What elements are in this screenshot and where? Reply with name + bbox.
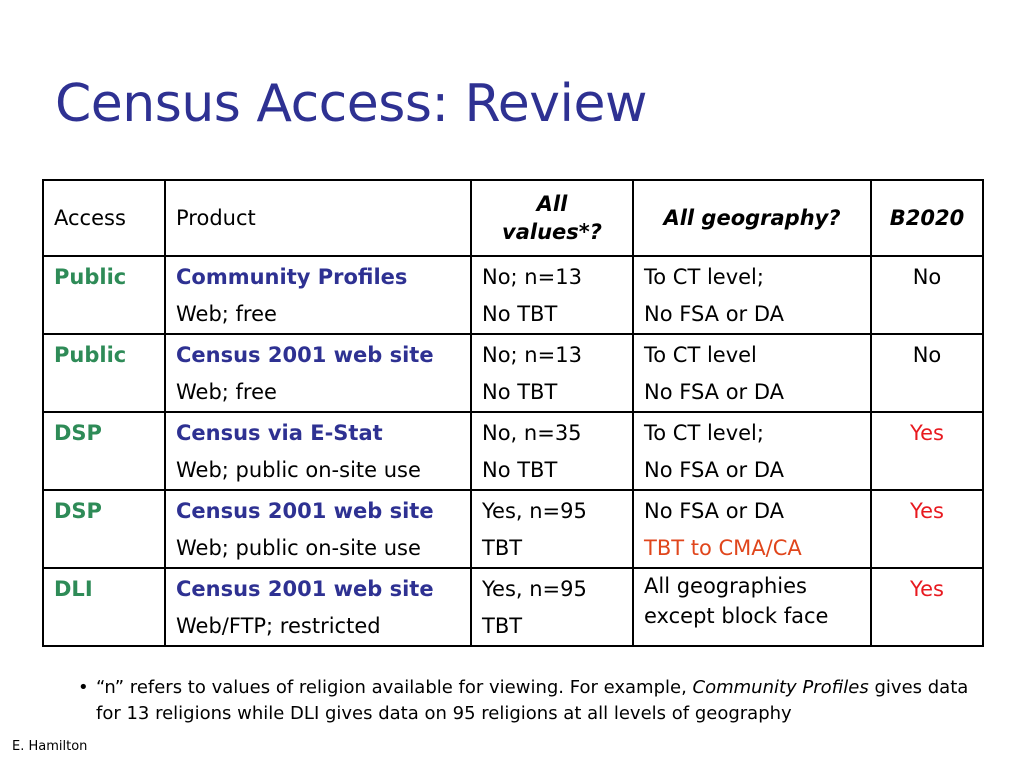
geo-line2: TBT to CMA/CA [644,536,802,560]
cell-b2020: Yes [871,490,983,568]
footnote-bullet: • [78,677,89,698]
values-line1: Yes, n=95 [482,499,587,523]
cell-product [165,490,471,568]
cell-all-values [471,334,633,412]
values-line1: Yes, n=95 [482,577,587,601]
product-sub: Web/FTP; restricted [176,614,381,638]
table-row [43,334,983,412]
cell-all-geography [633,334,871,412]
geo-line2: except block face [644,604,829,628]
table-row [43,256,983,334]
cell-all-geography [633,568,871,646]
product-name: Census 2001 web site [176,343,434,367]
footnote-text [96,675,978,727]
author-credit: E. Hamilton [12,739,88,754]
values-line1: No; n=13 [482,343,582,367]
values-line1: No; n=13 [482,265,582,289]
product-sub: Web; public on-site use [176,458,421,482]
geo-line2: No FSA or DA [644,302,785,326]
product-sub: Web; free [176,380,277,404]
cell-product [165,256,471,334]
product-sub: Web; free [176,302,277,326]
cell-access: DSP [43,412,165,490]
cell-b2020: Yes [871,412,983,490]
cell-access: DSP [43,490,165,568]
cell-b2020: No [871,334,983,412]
cell-all-values [471,256,633,334]
geo-line2: No FSA or DA [644,380,785,404]
cell-access: DLI [43,568,165,646]
cell-all-values [471,568,633,646]
product-name: Census via E-Stat [176,421,383,445]
cell-all-geography [633,490,871,568]
table-row [43,490,983,568]
product-name: Community Profiles [176,265,408,289]
cell-all-geography [633,256,871,334]
cell-b2020: No [871,256,983,334]
header-all-values [471,180,633,256]
cell-access: Public [43,334,165,412]
footnote-part1: “n” refers to values of religion available for viewing. For example, [96,677,693,698]
geo-line1: No FSA or DA [644,499,785,523]
product-sub: Web; public on-site use [176,536,421,560]
header-all-geography: All geography? [633,180,871,256]
header-product: Product [165,180,471,256]
cell-all-values [471,412,633,490]
header-all-values-line1: All [536,192,568,216]
footnote-part2: gives data for 13 religions while DLI gives data on 95 religions at all levels of geography [96,677,969,724]
geo-line1: All geographies [644,574,807,598]
slide-title: Census Access: Review [55,74,648,134]
table-row [43,568,983,646]
cell-all-values [471,490,633,568]
header-access: Access [43,180,165,256]
header-b2020: B2020 [871,180,983,256]
values-line2: No TBT [482,302,558,326]
footnote [78,675,978,727]
review-table [42,179,984,647]
cell-all-geography [633,412,871,490]
header-all-values-line2: values*? [502,220,602,244]
cell-access: Public [43,256,165,334]
values-line2: No TBT [482,380,558,404]
geo-line2: No FSA or DA [644,458,785,482]
cell-product [165,412,471,490]
table-row [43,412,983,490]
cell-product [165,568,471,646]
cell-product [165,334,471,412]
cell-b2020: Yes [871,568,983,646]
values-line1: No, n=35 [482,421,582,445]
values-line2: No TBT [482,458,558,482]
footnote-emphasis: Community Profiles [692,677,869,698]
geo-line1: To CT level [644,343,757,367]
values-line2: TBT [482,536,523,560]
geo-line1: To CT level; [644,421,764,445]
table-header-row [43,180,983,256]
geo-line1: To CT level; [644,265,764,289]
values-line2: TBT [482,614,523,638]
product-name: Census 2001 web site [176,499,434,523]
product-name: Census 2001 web site [176,577,434,601]
